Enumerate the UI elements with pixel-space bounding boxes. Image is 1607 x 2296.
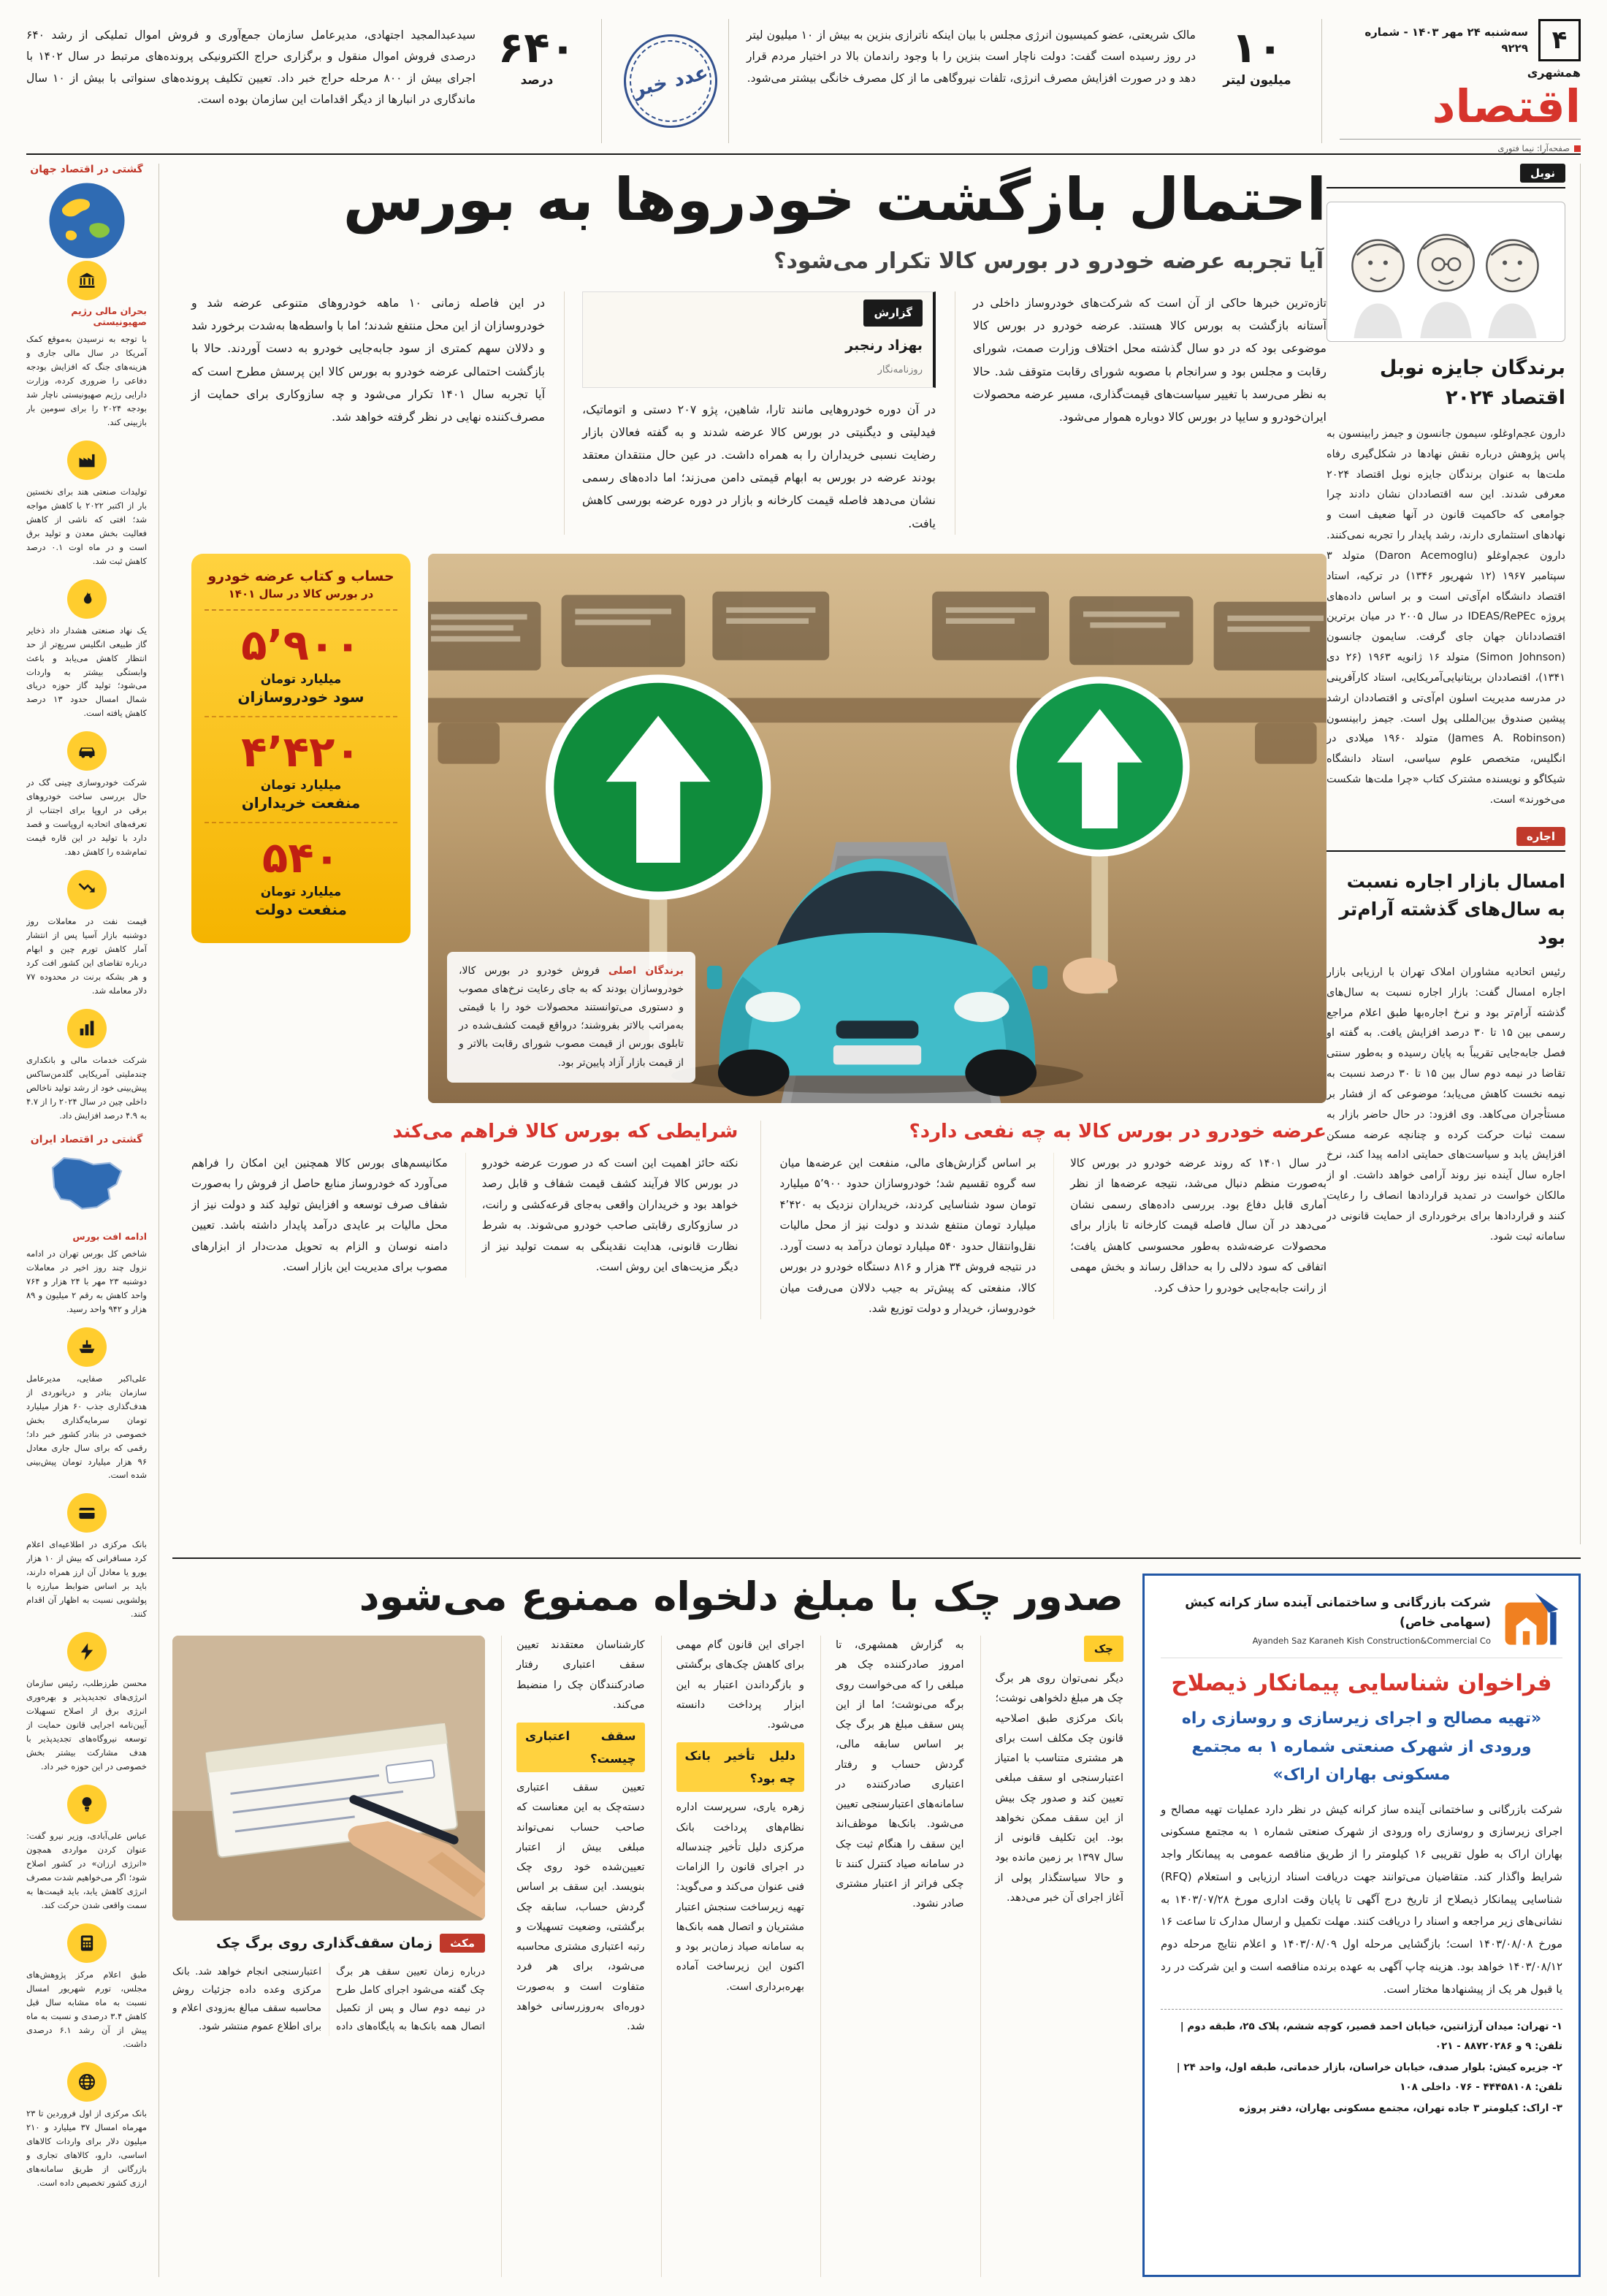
number-news-stamp (614, 24, 727, 137)
reporter-name: بهزاد رنجبر (845, 337, 923, 354)
iran-item-3-text: محسن طرزطلب، رئیس سازمان انرژی‌های تجدیدپذیر و بهره‌وری انرژی برق از اصلاح تسهیلات آیین‌نامه اجرایی قانون حمایت از توسعه نیروگاه‌های تجدیدپذیر با هدف مشارکت بیشتر بخش خصوصی در این حوزه خبر داد. (26, 1678, 147, 1772)
nobel-laureates-cartoon (1327, 202, 1565, 342)
bank-card-icon (67, 1493, 107, 1533)
pause-title: زمان سقف‌گذاری روی برگ چک (216, 1935, 433, 1951)
layout-credit-row (1340, 139, 1581, 153)
chart-down-icon (67, 870, 107, 909)
car-bourse-article (172, 164, 1327, 1544)
iran-item-inflation (26, 1923, 147, 2051)
stat-3-label: منفعت دولت (255, 901, 347, 919)
bourse-stats-box (191, 554, 411, 943)
bottom-row (172, 1557, 1581, 2277)
company-logo (1501, 1589, 1562, 1650)
check-article (172, 1574, 1123, 2277)
bulb-icon (67, 1785, 107, 1824)
benefit-section-title: عرضه خودرو در بورس کالا به چه نفعی دارد؟ (909, 1120, 1327, 1143)
top-row (172, 164, 1581, 1544)
brief-auction-unit: درصد (520, 73, 554, 88)
bolt-icon (67, 1632, 107, 1671)
car-trading-floor-photo (428, 554, 1327, 1103)
flame-icon (67, 579, 107, 619)
benefit-col-1: در سال ۱۴۰۱ که روند عرضه خودرو در بورس کالا به‌صورت منظم دنبال می‌شد، نتیجه عرضه‌ها از نظر آماری قابل دفاع بود. بررسی داده‌های رسمی نشان می‌دهد در آن سال فاصله قیمت کارخانه تا بازار برای محصولات عرضه‌شده به‌طور محسوسی کاهش یافت؛ اتفاقی که سود دلالی را به حداقل رساند و بخش مهمی از رانت جابه‌جایی خودرو را حذف کرد. (1053, 1153, 1327, 1319)
ad-subject: «تهیه مصالح و اجرای زیرسازی و روسازی راه ورودی از شهرک صنعتی شماره ۱ به مجتمع مسکونی بهاران اراک» (1181, 1709, 1542, 1784)
main-zone (172, 164, 1581, 2277)
rent-tag-row (1327, 827, 1565, 852)
globe-icon (67, 2062, 107, 2102)
terms-section-title: شرایطی که بورس کالا فراهم می‌کند (392, 1120, 738, 1143)
masthead (1340, 19, 1581, 154)
page-header (26, 19, 1581, 155)
photo-row (191, 554, 1327, 1103)
check-columns (172, 1636, 1123, 2277)
intro-col-1 (955, 291, 1327, 535)
iran-item-bourse-drop (26, 1231, 147, 1316)
pause-text: درباره زمان تعیین سقف هر برگ چک گفته می‌شود اجرای کامل طرح در نیمه دوم سال و پس از تکمیل اتصال همه بانک‌ها به پایگاه‌های داده اعتبارسنجی انجام خواهد شد. بانک مرکزی وعده داده جزئیات روش محاسبه سقف مبالغ به‌زودی اعلام و برای اطلاع عموم منتشر شود. (172, 1966, 485, 2032)
calculator-icon (67, 1923, 107, 1963)
layout-credit: صفحه‌آرا: نیما فتوری (1497, 143, 1570, 154)
iran-tour-title: گشتی در اقتصاد ایران (30, 1133, 143, 1145)
sub-sections (191, 1121, 1327, 1319)
factory-icon (67, 440, 107, 480)
check-col-2 (820, 1636, 964, 2277)
caption-title: برندگان اصلی (608, 964, 684, 977)
world-item-5-text: قیمت نفت در معاملات روز دوشنبه بازار آسیا پس از انتشار آمار کاهش تورم چین و ابهام درباره تقاضای این کشور افت کرد و هر بشکه برنت در محدوده ۷۷ دلار معامله شد. (26, 916, 147, 996)
red-square-marker (1574, 145, 1581, 152)
report-tag: گزارش (863, 300, 923, 327)
check-tag: چک (1084, 1636, 1123, 1662)
bar-chart-icon (67, 1009, 107, 1048)
iran-item-ports (26, 1327, 147, 1483)
bank-icon (67, 261, 107, 300)
world-item-oil-price (26, 870, 147, 998)
check-col-4-top: کارشناسان معتقدند تعیین سقف اعتباری رفتار صادرکنندگان چک را منضبط می‌کند. (516, 1639, 645, 1711)
stat-3-value: ۵۴۰ (262, 833, 340, 883)
iran-item-5-text: طبق اعلام مرکز پژوهش‌های مجلس، تورم شهریور امسال نسبت به ماه مشابه سال قبل کاهش ۳.۴ درصدی و نسبت به ماه پیش از آن رشد ۶.۱ درصدی داشت. (26, 1969, 147, 2049)
tender-advertisement (1142, 1574, 1581, 2277)
ad-body: شرکت بازرگانی و ساختمانی آینده ساز کرانه کیش در نظر دارد عملیات تهیه مصالح و اجرای زیرسازی و روسازی راه ورودی از شهرک صنعتی شماره ۱ به مجتمع مسکونی بهاران اراک به طول تقریبی ۱۶ کیلومتر را از طریق مناقصه عمومی به پیمانکار واجد شرایط واگذار کند. متقاضیان می‌توانند جهت دریافت اسناد ارزیابی و استعلام (RFQ) شناسایی پیمانکار ذیصلاح از تاریخ درج آگهی تا پایان وقت اداری مورخ ۱۴۰۳/۰۷/۲۸ به نشانی‌های زیر مراجعه و اسناد را دریافت کنند. مهلت تکمیل و ارسال مدارک تا ساعت ۱۶ مورخ ۱۴۰۳/۰۸/۰۸ است؛ بازگشایی مرحله اول ۱۴۰۳/۰۸/۰۹ و اعلام نتایج مرحله دوم ۱۴۰۳/۰۸/۱۲ خواهد بود. هزینه چاپ آگهی به عهده برنده مناقصه است و این شرکت در رد یا قبول هر یک از پیشنهادها مختار است. (1161, 1802, 1563, 1996)
stamp-label: عدد خبر (630, 61, 710, 102)
iran-map-icon (46, 1150, 128, 1220)
world-item-uk-gas (26, 579, 147, 721)
ad-headline: فراخوان شناسایی پیمانکار ذیصلاح (1171, 1670, 1552, 1696)
intro-col-1-text: تازه‌ترین خبرها حاکی از آن است که شرکت‌های خودروساز داخلی در آستانه بازگشت به بورس کالا هستند. عرضه خودرو در بورس کالا موضوعی بود که در دو سال گذشته محل اختلاف وزارت صمت، شورای رقابت و مجلس بود و سرانجام با مصوبه شورای رقابت متوقف شد. حالا به نظر می‌رسد با تغییر سیاست‌های قیمت‌گذاری، مسیر عرضه محصولات ایران‌خودرو و سایپا در بورس کالا دوباره هموار می‌شود. (973, 296, 1327, 424)
check-col-2-text: به گزارش همشهری، تا امروز صادرکننده چک هر مبلغی را که می‌خواست روی برگه می‌نوشت؛ اما از این پس سقف مبلغ هر برگ چک بر اساس سابقه مالی، گردش حساب و رفتار اعتباری صادرکننده در سامانه‌های اعتبارسنجی تعیین می‌شود. بانک‌ها موظف‌اند این سقف را هنگام ثبت چک در سامانه صیاد کنترل کنند تا چکی فراتر از اعتبار مشتری صادر نشود. (836, 1639, 964, 1910)
brief-auction-value: ۶۴۰ (497, 23, 576, 72)
intro-col-3 (191, 291, 545, 535)
intro-col-2 (564, 291, 936, 535)
brief-fuel-number (1209, 19, 1305, 88)
check-writing-photo (172, 1636, 485, 1921)
iran-item-6-text: بانک مرکزی از اول فروردین تا ۲۳ مهرماه امسال ۳۷ میلیارد و ۲۱۰ میلیون دلار برای واردات کالاهای اساسی، دارو، کالاهای تجاری و بازرگانی از طریق سامانه‌های ارزی کشور تخصیص داده است. (26, 2108, 147, 2188)
main-headline: احتمال بازگشت خودروها به بورس (343, 166, 1327, 234)
stats-title-line1: حساب و کتاب عرضه خودرو (207, 568, 394, 584)
world-item-4-text: شرکت خودروسازی چینی گک در حال بررسی ساخت خودروهای برقی در اروپا برای اجتناب از تعرفه‌های اتحادیه اروپاست و قصد دارد با تولید در این قاره قیمت تمام‌شده را کاهش دهد. (26, 777, 147, 858)
news-brief-auction (26, 19, 602, 143)
ship-icon (67, 1327, 107, 1367)
iran-item-2-text: بانک مرکزی در اطلاعیه‌ای اعلام کرد مسافرانی که بیش از ۱۰ هزار یورو یا معادل آن ارز همراه دارند، باید بر اساس ضوابط مبارزه با پولشویی نسبت به اظهار آن اقدام کنند. (26, 1539, 147, 1620)
intro-col-2-text: در آن دوره خودروهایی مانند تارا، شاهین، پژو ۲۰۷ دستی و اتوماتیک، فیدلیتی و دیگنیتی در بورس کالا عرضه شدند و به گفته فعالان بازار رضایت نسبی خریداران را به همراه داشت. در عین حال منتقدان معتقد بودند عرضه در بورس به ابهام قیمتی دامن می‌زند؛ اما داده‌های رسمی نشان می‌دهد فاصله قیمت کارخانه و بازار در دوره عرضه بورسی کاهش یافت. (582, 402, 936, 530)
terms-section (191, 1121, 738, 1319)
car-icon (67, 731, 107, 771)
stat-1-value: ۵٬۹۰۰ (241, 619, 361, 670)
iran-item-currency (26, 1493, 147, 1621)
pause-tag: مکث (440, 1934, 485, 1953)
check-col-4-bottom: تعیین سقف اعتباری دسته‌چک به این معناست که صاحب حساب نمی‌تواند مبلغی بیش از اعتبار تعیین‌شده خود روی چک بنویسد. این سقف بر اساس گردش حساب، سابقه چک برگشتی، وضعیت تسهیلات و رتبه اعتباری مشتری محاسبه می‌شود، برای هر فرد متفاوت است و به‌صورت دوره‌ای به‌روزرسانی خواهد شد. (516, 1782, 645, 2033)
benefit-section (760, 1121, 1327, 1319)
brand-hamshahri: همشهری (1527, 66, 1581, 80)
check-left-block (172, 1636, 485, 2277)
stat-buyer-benefit (205, 717, 397, 824)
world-item-2-text: تولیدات صنعتی هند برای نخستین بار از اکتبر ۲۰۲۲ با کاهش مواجه شد؛ افتی که ناشی از کاهش فعالیت بخش معدن و تولید برق است و در ماه اوت ۰.۱ درصد کاهش ثبت شد. (26, 486, 147, 566)
iran-lead-title: ادامه افت بورس (72, 1230, 147, 1242)
stat-2-label: منفعت خریداران (241, 794, 361, 812)
terms-col-2: مکانیسم‌های بورس کالا همچنین این امکان را فراهم می‌آورد که خودروساز منابع حاصل از فروش را به‌صورت شفاف صرف توسعه و افزایش تولید کند و دولت نیز از محل مالیات بر عایدی درآمد پایدار داشته باشد. تعیین دامنه نوسان و الزام به تحویل مدت‌دار از ابزارهای مصوب برای مدیریت این بازار است. (191, 1156, 448, 1274)
intro-columns (191, 291, 1327, 535)
nobel-tag-row (1327, 164, 1565, 188)
world-tour-header (26, 164, 147, 250)
ad-address-arak: ۳- اراک: کیلومتر ۳ جاده تهران، مجتمع مسکونی بهاران، دفتر پروژه (1239, 2102, 1562, 2115)
world-item-1-title: بحران مالی رژیم صهیونیستی (71, 305, 147, 327)
delay-subhead: دلیل تأخیر بانک چه بود؟ (676, 1742, 805, 1792)
byline-box (582, 291, 936, 388)
right-column (1327, 164, 1581, 1544)
iran-tour-header (26, 1134, 147, 1220)
nobel-body: دارون عجم‌اوغلو، سیمون جانسون و جیمز رابینسون به پاس پژوهش درباره نقش نهادها در شکل‌گیری رفاه ملت‌ها به عنوان برندگان جایزه نوبل اقتصاد ۲۰۲۴ معرفی شدند. این سه اقتصاددان نشان دادند چرا جوامعی که حاکمیت قانون در آنها ضعیف است و نهادهای استثماری دارند، رشد پایدار را تجربه نمی‌کنند. دارون عجم‌اوغلو (Daron Acemoglu) متولد ۳ سپتامبر ۱۹۶۷ (۱۲ شهریور ۱۳۴۶) در ترکیه، استاد اقتصاد دانشگاه ام‌آی‌تی است و بر اساس داده‌های پروژه IDEAS/RePEc در سال ۲۰۰۵ در میان برترین اقتصاددانان جهان جای گرفت. سایمون جانسون (Simon Johnson) متولد ۱۶ ژانویه ۱۹۶۳ (۲۶ دی ۱۳۴۱)، اقتصاددان بریتانیایی‌آمریکایی، استاد کارآفرینی در مدرسه مدیریت اسلون ام‌آی‌تی و اقتصاددان ارشد پیشین صندوق بین‌المللی پول است. جیمز رابینسون (James A. Robinson) متولد ۱۹۶۰ میلادی در انگلیس، متخصص علوم سیاسی، استاد دانشگاه شیکاگو و نویسنده مشترک کتاب «چرا ملت‌ها شکست می‌خورند» است. (1327, 428, 1566, 806)
ad-addresses (1161, 2009, 1562, 2120)
iran-lead-text: شاخص کل بورس تهران در ادامه نزول چند روز اخیر در معاملات دوشنبه ۲۳ مهر با ۲۴ هزار و ۷۶۴ واحد کاهش به رقم ۲ میلیون و ۸۹ هزار و ۹۴۲ واحد رسید. (26, 1248, 147, 1314)
world-item-china-ev (26, 731, 147, 859)
iran-item-imports (26, 2062, 147, 2190)
brand-eghtesad: اقتصاد (1432, 80, 1581, 133)
check-col-3-top: اجرای این قانون گام مهمی برای کاهش چک‌های برگشتی و بازگرداندن اعتبار به این ابزار پرداخت دانسته می‌شود. (676, 1639, 804, 1731)
terms-col-1: نکته حائز اهمیت این است که در صورت عرضه خودرو در بورس کالا فرآیند کشف قیمت شفاف و قابل رصد خواهد بود و خریداران واقعی به‌جای قرعه‌کشی و رانت، در سازوکاری رقابتی صاحب خودرو می‌شوند. به شرط نظارت قانونی، هدایت نقدینگی به سمت تولید نیز از دیگر مزیت‌های این روش است. (465, 1153, 738, 1278)
rent-tag: اجاره (1516, 827, 1565, 846)
ad-company-name-fa: شرکت بازرگانی و ساختمانی آینده ساز کرانه کیش (سهامی خاص) (1185, 1595, 1491, 1630)
iran-item-energy-minister (26, 1785, 147, 1912)
benefit-col-2: بر اساس گزارش‌های مالی، منفعت این عرضه‌ها میان سه گروه تقسیم شد؛ خودروسازان حدود ۵٬۹۰۰ میلیارد تومان سود شناسایی کردند، خریداران نزدیک به ۴٬۴۲۰ میلیارد تومان منتفع شدند و دولت نیز از محل مالیات نقل‌وانتقال حدود ۵۴۰ میلیارد تومان درآمد به دست آورد. در نتیجه فروش ۳۴ هزار و ۸۱۶ دستگاه خودرو در بورس کالا، منفعتی که پیش‌تر به جیب دلالان می‌رفت میان خودروساز، خریدار و دولت توزیع شد. (779, 1156, 1037, 1316)
nobel-headline: برندگان جایزه نوبل اقتصاد ۲۰۲۴ (1379, 356, 1565, 409)
stamp-wrap (619, 19, 729, 143)
check-col-4 (501, 1636, 645, 2277)
stat-automaker-profit (205, 611, 397, 717)
pause-header (172, 1934, 485, 1953)
world-item-goldman (26, 1009, 147, 1123)
check-col-1-text: دیگر نمی‌توان روی هر برگ چک هر مبلغ دلخواهی نوشت؛ بانک مرکزی طبق اصلاحیه قانون چک مکلف است برای هر مشتری متناسب با امتیاز اعتبارسنجی او سقف مبلغی تعیین کند و صدور چک بیش از این سقف ممکن نخواهد بود. این تکلیف قانونی از سال ۱۳۹۷ بر زمین مانده بود و حالا سیاستگذار پولی از آغاز اجرای آن خبر می‌دهد. (995, 1673, 1123, 1904)
check-col-3-bottom: زهره یاری، سرپرست اداره نظام‌های پرداخت بانک مرکزی دلیل تأخیر چندساله در اجرای قانون را الزامات فنی عنوان می‌کند و می‌گوید: تهیه زیرساخت سنجش اعتبار مشتریان و اتصال همه بانک‌ها به سامانه صیاد زمان‌بر بود و اکنون این زیرساخت آماده بهره‌برداری است. (676, 1801, 804, 1993)
stat-2-value: ۴٬۴۲۰ (241, 726, 361, 777)
date-line: سه‌شنبه ۲۴ مهر ۱۴۰۳ - شماره ۹۲۲۹ (1364, 25, 1528, 55)
world-item-6-text: شرکت خدمات مالی و بانکداری چندملیتی آمریکایی گلدمن‌ساکس پیش‌بینی خود از رشد تولید ناخالص داخلی چین در سال ۲۰۲۴ را از ۴.۷ به ۴.۹ درصد افزایش داد. (26, 1055, 147, 1121)
world-item-israel-budget (26, 261, 147, 430)
stat-2-unit: میلیارد تومان (260, 778, 342, 793)
iran-item-1-text: علی‌اکبر صفایی، مدیرعامل سازمان بنادر و دریانوردی از هدف‌گذاری جذب ۶۰ هزار میلیارد تومان سرمایه‌گذاری بخش خصوصی در بنادر کشور خبر داد؛ رقمی که برای سال جاری معادل ۹۶ هزار میلیارد تومان پیش‌بینی شده است. (26, 1373, 147, 1481)
body-grid (26, 164, 1581, 2277)
iran-item-renewables (26, 1632, 147, 1774)
check-col-3 (661, 1636, 805, 2277)
stat-1-label: سود خودروسازان (237, 687, 364, 706)
check-col-1 (980, 1636, 1124, 2277)
ad-address-kish: ۲- جزیره کیش: بلوار صدف، خیابان خراسان، بازار خدماتی، طبقه اول، واحد ۲۴ | تلفن: ۴۴۴۵۸۱۰۸ - ۰۷۶ داخلی ۱۰۸ (1176, 2062, 1562, 2094)
stat-3-unit: میلیارد تومان (260, 885, 342, 900)
stats-title-line2: در بورس کالا در سال ۱۴۰۱ (205, 587, 397, 611)
photo-caption (447, 952, 695, 1083)
reporter-role: روزنامه‌نگار (877, 365, 923, 376)
ad-company-header (1161, 1589, 1562, 1658)
check-headline: صدور چک با مبلغ دلخواه ممنوع می‌شود (359, 1574, 1123, 1620)
brief-auction-number (489, 19, 585, 88)
brief-auction-text: سیدعبدالمجید اجتهادی، مدیرعامل سازمان جمع‌آوری و فروش اموال تملیکی از رشد ۶۴۰ درصدی فروش اموال منقول و برگزاری حراج الکترونیکی پرونده‌های مرتبط در سال ۱۴۰۲ با اجرای بیش از ۸۰۰ مرحله حراج خبر داد. تعیین تکلیف پرونده‌های سنواتی با بیش از ۱۰ سال ماندگاری در انبارها از دیگر اقدامات این سازمان بوده است. (26, 28, 476, 107)
news-brief-fuel (747, 19, 1322, 143)
brief-fuel-text: مالک شریعتی، عضو کمیسیون انرژی مجلس با بیان اینکه ناترازی بنزین به بیش از ۱۰ میلیون لیتر در روز رسیده است گفت: دولت ناچار است بنزین را با وجود راندمان بالا در اختیار مردم قرار دهد و در صورت افزایش مصرف انرژی، تلفات نیروگاهی ما از کل مصرف خانگی بیشتر می‌شود. (747, 28, 1196, 85)
brief-fuel-value: ۱۰ (1231, 23, 1283, 72)
economy-tour-sidebar (26, 164, 159, 2277)
page-number: ۴ (1538, 19, 1581, 61)
world-item-india-industry (26, 440, 147, 568)
world-item-3-text: یک نهاد صنعتی هشدار داد ذخایر گاز طبیعی انگلیس سریع‌تر از حد انتظار کاهش می‌یابد و باعث وابستگی بیشتر به واردات می‌شود؛ تولید گاز حوزه دریای شمال امسال حدود ۱۳ درصد کاهش یافته است. (26, 625, 147, 719)
iran-item-4-text: عباس علی‌آبادی، وزیر نیرو گفت: عنوان کردن مواردی همچون «انرژی ارزان» در کشور اصلاح شود؛ اگر می‌خواهیم شدت مصرف انرژی کاهش یابد، باید قیمت‌ها به سمت واقعی شدن حرکت کند. (26, 1831, 147, 1910)
world-item-1-text: با توجه به نرسیدن به‌موقع کمک آمریکا در سال مالی جاری و هزینه‌های جنگ که افزایش بودجه دفاعی را ضروری کرده، وزارت دارایی رژیم صهیونیستی ناچار شد بودجه ۲۰۲۴ را برای سومین بار بازبینی کند. (26, 334, 147, 427)
intro-col-3-text: در این فاصله زمانی ۱۰ ماهه خودروهای متنوعی عرضه شد و خودروسازان از این محل منتفع شدند؛ اما با واسطه‌ها به‌شدت برخورد شد و دلالان سهم کمتری از سود جابه‌جایی خودرو به دست آوردند. حالا با بازگشت احتمالی عرضه خودرو به بورس کالا این پرسش مطرح است که آیا تجربه سال ۱۴۰۱ تکرار می‌شود و چه سازوکاری برای حمایت از مصرف‌کننده نهایی در نظر گرفته خواهد شد. (191, 296, 546, 424)
stat-1-unit: میلیارد تومان (260, 671, 342, 687)
world-tour-title: گشتی در اقتصاد جهان (30, 164, 143, 175)
stat-government-benefit (205, 823, 397, 928)
credit-cap-subhead: سقف اعتباری چیست؟ (516, 1723, 645, 1772)
ad-company-name-en: Ayandeh Saz Karaneh Kish Construction&Commercial Co (1252, 1636, 1491, 1647)
nobel-tag: نوبل (1520, 164, 1565, 183)
world-map-icon (46, 180, 128, 250)
main-subtitle: آیا تجربه عرضه خودرو در بورس کالا تکرار می‌شود؟ (774, 248, 1324, 274)
brief-fuel-unit: میلیون لیتر (1223, 73, 1291, 88)
caption-text: فروش خودرو در بورس کالا، خودروسازان بودند که به جای رعایت نرخ‌های مصوب و دستوری می‌توانستند محصولات خود را با قیمتی به‌مراتب بالاتر بفروشند؛ درواقع قیمت کشف‌شده در تابلوی بورس از قیمت مصوب شورای رقابت بالاتر و از قیمت بازار آزاد پایین‌تر بود. (459, 964, 684, 1069)
rent-body: رئیس اتحادیه مشاوران املاک تهران با ارزیابی بازار اجاره امسال گفت: بازار اجاره نسبت به سال‌های گذشته آرام‌تر بود و نرخ اجاره‌بها طبق اعلام مراجع رسمی بین ۱۵ تا ۳۰ درصد افزایش یافت. به گفته او فصل جابه‌جایی تقریباً به پایان رسیده و به‌طور سنتی تقاضا در نیمه دوم سال بین ۱۵ تا ۳۰ درصد نسبت به نیمه نخست کاهش می‌یابد؛ موضوعی که از فشار بر مستأجران می‌کاهد. وی افزود: در حال حاضر بازار به سمت ثبات حرکت کرده و چنانچه عرضه مسکن افزایش یابد و سیاست‌های حمایتی ادامه پیدا کند، نرخ اجاره سال آینده نیز روند آرامی خواهد داشت. او از مالکان خواست در تمدید قراردادها انصاف را رعایت کنند و قراردادها برای برخورداری از حمایت قانونی در سامانه ثبت شود. (1327, 966, 1566, 1243)
rent-headline: امسال بازار اجاره نسبت به سال‌های گذشته آرام‌تر بود (1339, 870, 1565, 949)
ad-address-tehran: ۱- تهران: میدان آرژانتین، خیابان احمد قصیر، کوچه ششم، پلاک ۲۵، طبقه دوم | تلفن: ۹ و ۸۸۷۲۰۲۸۶ - ۰۲۱ (1180, 2021, 1562, 2053)
